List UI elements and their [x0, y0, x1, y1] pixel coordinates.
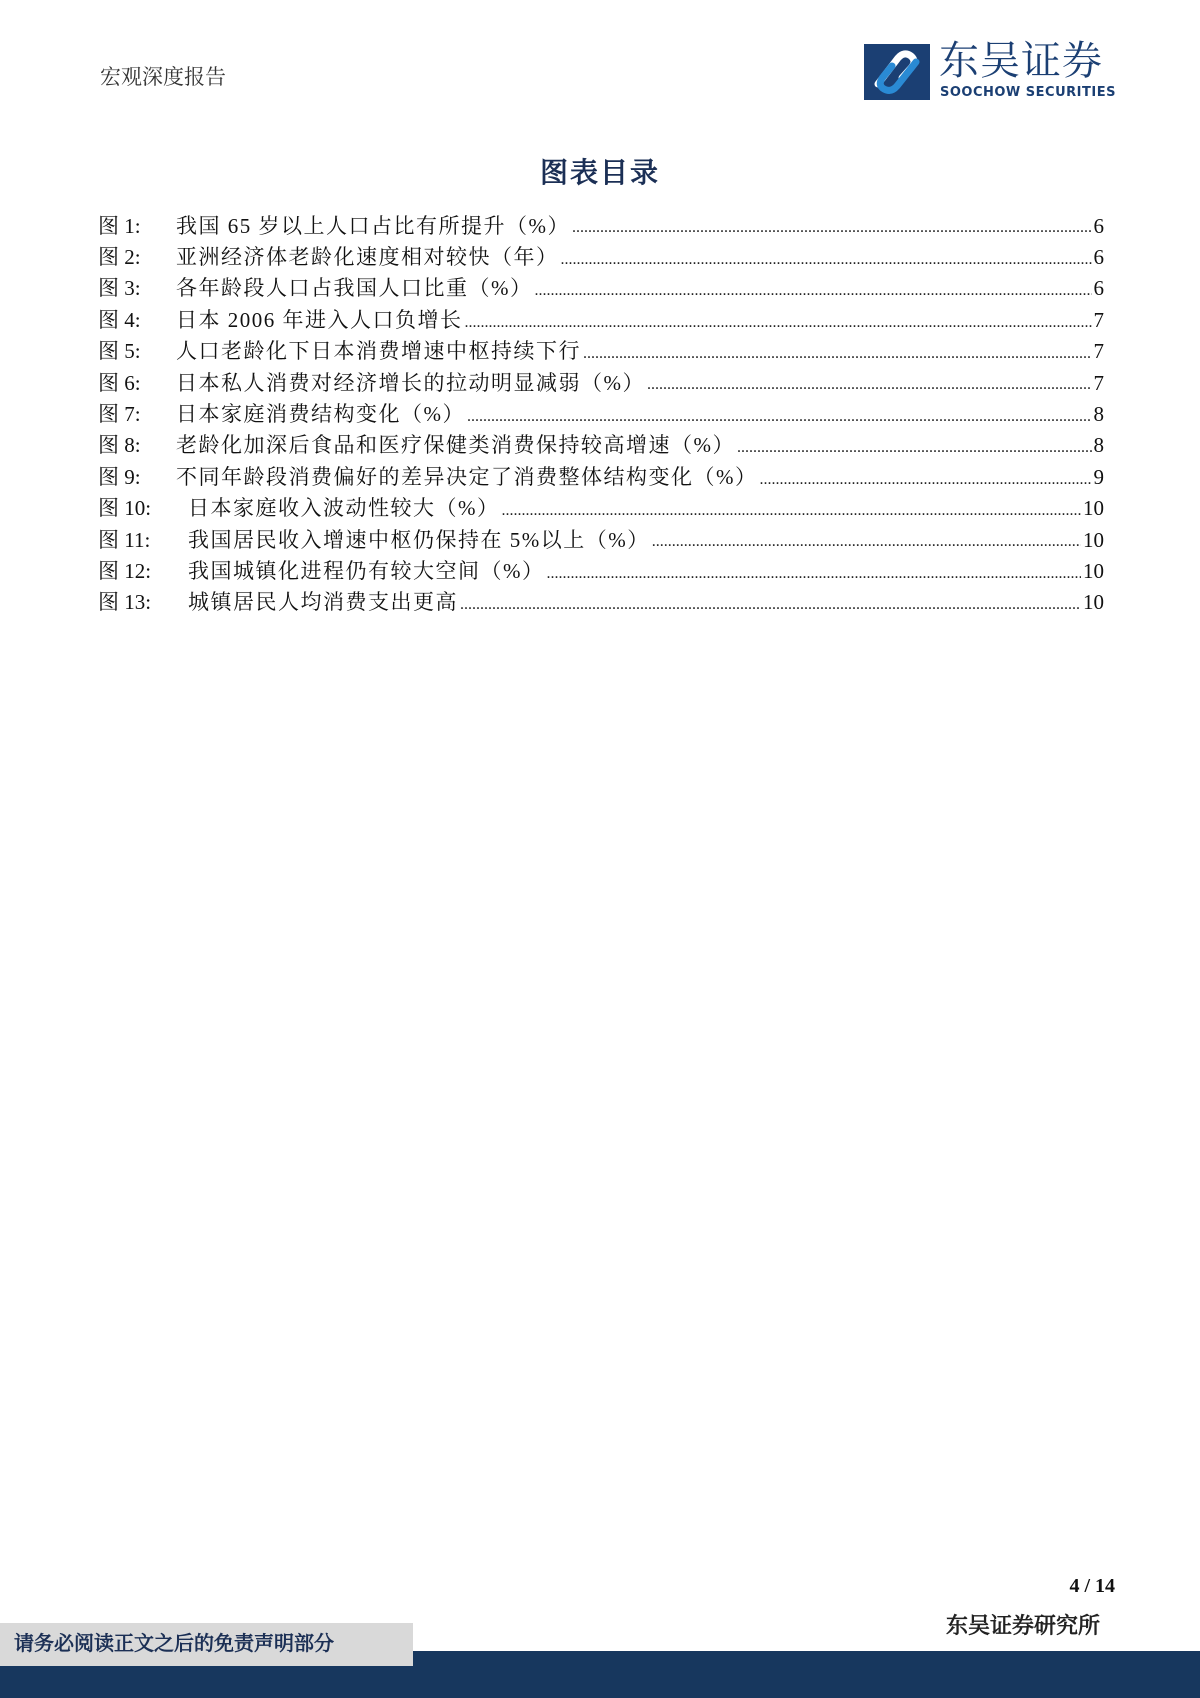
entry-label: 图 10: [98, 496, 152, 521]
dot-leader [760, 470, 1092, 493]
entry-label: 图 8: [98, 433, 141, 458]
entry-title: 日本 2006 年进入人口负增长 [176, 307, 463, 332]
entry-label: 图 9: [98, 464, 141, 489]
disclaimer-text: 请务必阅读正文之后的免责声明部分 [14, 1633, 334, 1655]
entry-title: 老龄化加深后食品和医疗保健类消费保持较高增速（%） [176, 433, 735, 458]
entry-label: 图 2: [98, 245, 141, 270]
entry-label: 图 12: [98, 558, 152, 583]
entry-label: 图 4: [98, 307, 141, 332]
entry-title: 日本家庭消费结构变化（%） [176, 402, 465, 427]
entry-page: 10 [1083, 558, 1104, 583]
toc-entry[interactable] [98, 241, 1104, 272]
toc-entry[interactable] [98, 304, 1104, 335]
entry-page: 10 [1083, 527, 1104, 552]
entry-label: 图 6: [98, 370, 141, 395]
entry-title: 我国城镇化进程仍有较大空间（%） [188, 558, 545, 583]
entry-title: 城镇居民人均消费支出更高 [188, 590, 458, 615]
entry-title: 我国 65 岁以上人口占比有所提升（%） [176, 213, 570, 238]
entry-page: 6 [1093, 276, 1104, 301]
logo-cn-text: 东吴证券 [939, 38, 1103, 84]
logo-en-text: SOOCHOW SECURITIES [940, 85, 1116, 100]
entry-page: 7 [1093, 307, 1104, 332]
page-number: 4 / 14 [1069, 1575, 1115, 1597]
entry-title: 亚洲经济体老龄化速度相对较快（年） [176, 245, 559, 270]
entry-title: 不同年龄段消费偏好的差异决定了消费整体结构变化（%） [176, 464, 758, 489]
entry-label: 图 5: [98, 339, 141, 364]
page-title: 图表目录 [539, 158, 660, 189]
entry-page: 8 [1093, 433, 1104, 458]
entry-page: 9 [1093, 464, 1104, 489]
entry-page: 6 [1093, 213, 1104, 238]
figure-list [98, 210, 1104, 618]
toc-entry[interactable] [98, 524, 1104, 555]
toc-entry[interactable] [98, 336, 1104, 367]
dot-leader [465, 313, 1092, 336]
dot-leader [460, 595, 1081, 618]
dot-leader [547, 564, 1082, 587]
dot-leader [647, 375, 1092, 398]
entry-page: 8 [1093, 402, 1104, 427]
entry-page: 6 [1093, 245, 1104, 270]
toc-entry[interactable] [98, 210, 1104, 241]
entry-title: 人口老龄化下日本消费增速中枢持续下行 [176, 339, 581, 364]
institute-name: 东吴证券研究所 [945, 1613, 1100, 1638]
dot-leader [502, 501, 1082, 524]
entry-page: 7 [1093, 339, 1104, 364]
dot-leader [572, 218, 1092, 241]
toc-entry[interactable] [98, 273, 1104, 304]
dot-leader [652, 532, 1081, 555]
toc-entry[interactable] [98, 493, 1104, 524]
toc-entry[interactable] [98, 430, 1104, 461]
entry-label: 图 11: [98, 527, 151, 552]
entry-label: 图 13: [98, 590, 152, 615]
entry-page: 10 [1083, 590, 1104, 615]
report-type: 宏观深度报告 [100, 65, 226, 89]
dot-leader [467, 407, 1092, 430]
entry-page: 10 [1083, 496, 1104, 521]
entry-title: 我国居民收入增速中枢仍保持在 5%以上（%） [188, 527, 650, 552]
toc-entry[interactable] [98, 398, 1104, 429]
entry-label: 图 3: [98, 276, 141, 301]
entry-title: 各年龄段人口占我国人口比重（%） [176, 276, 533, 301]
entry-title: 日本家庭收入波动性较大（%） [188, 496, 500, 521]
company-logo [864, 40, 1124, 108]
entry-label: 图 1: [98, 213, 141, 238]
dot-leader [535, 281, 1092, 304]
toc-entry[interactable] [98, 461, 1104, 492]
dot-leader [737, 438, 1092, 461]
toc-entry[interactable] [98, 587, 1104, 618]
dot-leader [561, 250, 1092, 273]
logo-mark-icon [864, 44, 930, 100]
entry-label: 图 7: [98, 402, 141, 427]
dot-leader [583, 344, 1092, 367]
entry-title: 日本私人消费对经济增长的拉动明显减弱（%） [176, 370, 645, 395]
toc-entry[interactable] [98, 367, 1104, 398]
disclaimer-box [0, 1623, 413, 1666]
toc-entry[interactable] [98, 555, 1104, 586]
entry-page: 7 [1093, 370, 1104, 395]
